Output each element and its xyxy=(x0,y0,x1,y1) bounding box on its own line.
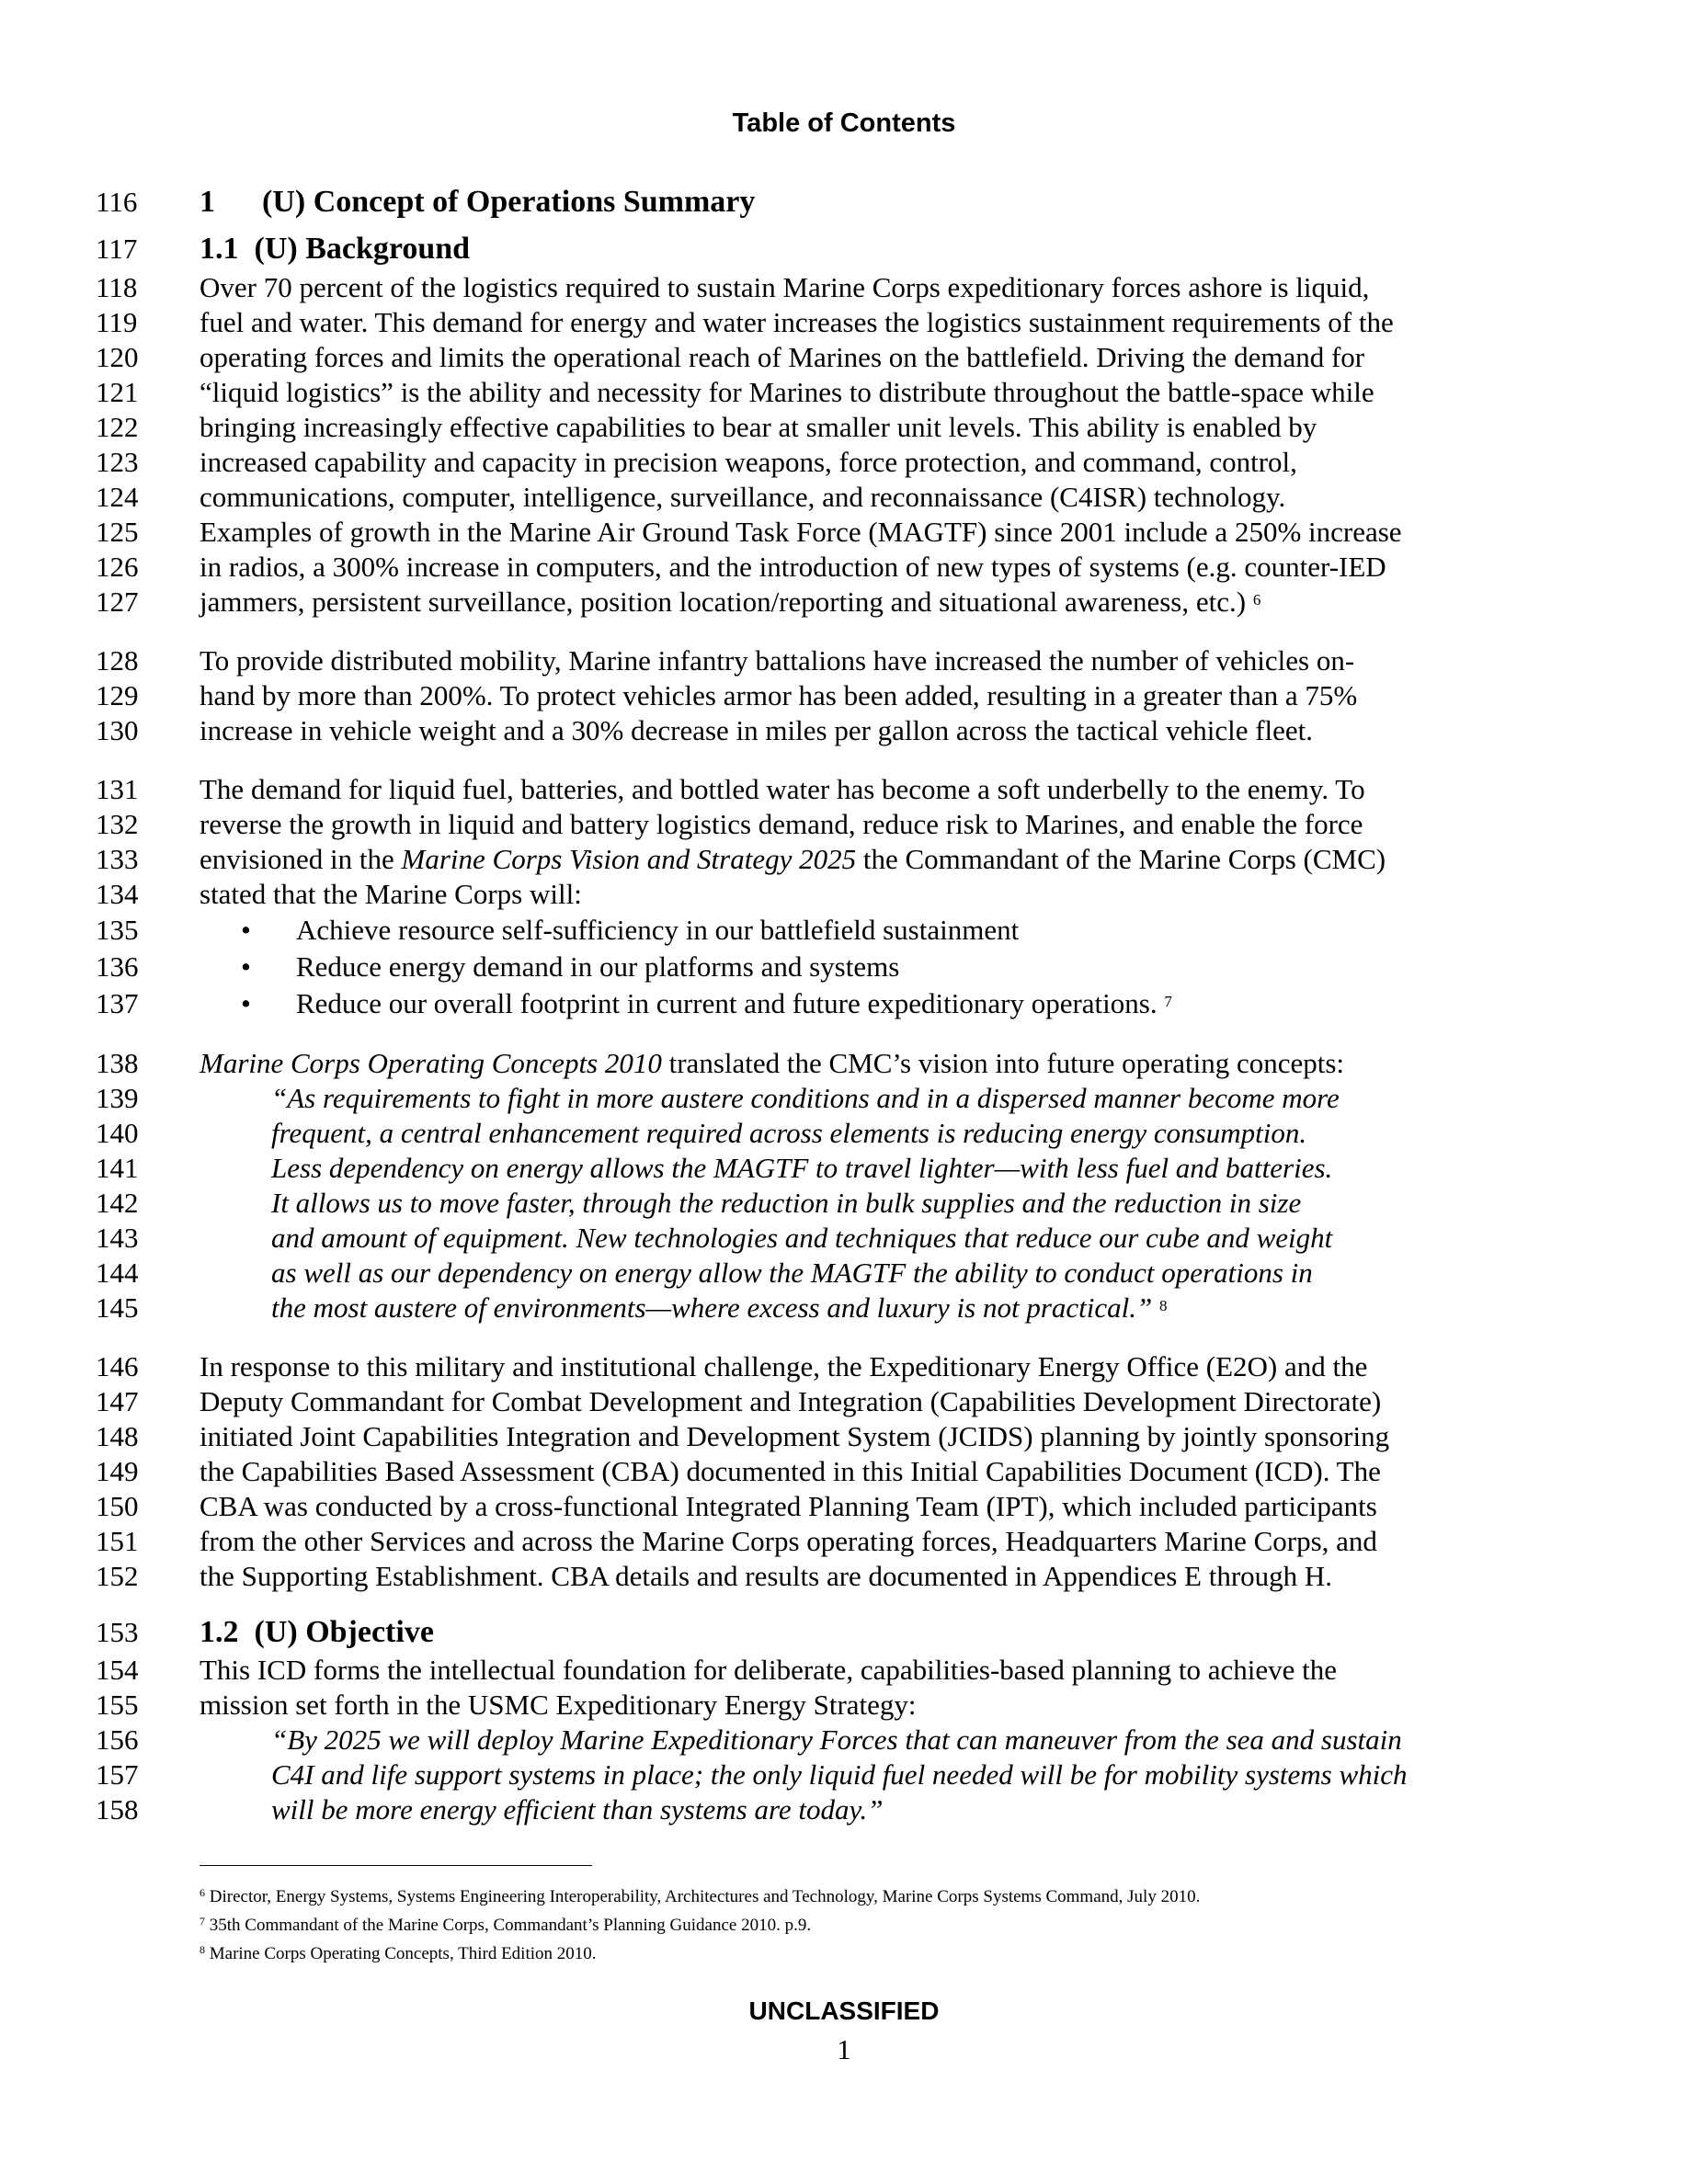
body-text: In response to this military and institutional challenge, the Expeditionary Energy Office (E2O) and the xyxy=(200,1350,1368,1382)
line-number: 124 xyxy=(96,481,139,513)
body-text: the Capabilities Based Assessment (CBA) documented in this Initial Capabilities Document (ICD). The xyxy=(200,1455,1381,1487)
line-number: 135 xyxy=(96,914,139,946)
block-quote: the most austere of environments—where excess and luxury is not practical.” $^8$ xyxy=(271,1291,1168,1324)
body-text: initiated Joint Capabilities Integration and Development System (JCIDS) planning by jointly sponsoring xyxy=(200,1420,1390,1452)
line-number: 128 xyxy=(96,644,139,677)
line-number: 123 xyxy=(96,446,139,478)
line-number: 118 xyxy=(96,271,138,303)
body-text: “liquid logistics” is the ability and necessity for Marines to distribute throughout the battle-space while xyxy=(200,376,1374,408)
body-text: envisioned in the Marine Corps Vision and Strategy 2025 the Commandant of the Marine Corps (CMC) xyxy=(200,843,1386,875)
body-text: fuel and water. This demand for energy and water increases the logistics sustainment requirements of the xyxy=(200,306,1394,338)
line-number: 140 xyxy=(96,1117,139,1149)
line-number: 133 xyxy=(96,843,139,875)
block-quote: Less dependency on energy allows the MAGTF to travel lighter—with less fuel and batteries. xyxy=(271,1152,1333,1184)
body-text: increase in vehicle weight and a 30% decrease in miles per gallon across the tactical vehicle fleet. xyxy=(200,714,1314,746)
block-quote: will be more energy efficient than systems are today.” xyxy=(271,1793,884,1826)
body-text: from the other Services and across the Marine Corps operating forces, Headquarters Marine Corps, and xyxy=(200,1525,1377,1557)
block-quote: and amount of equipment. New technologies and techniques that reduce our cube and weight xyxy=(271,1222,1333,1254)
footnote-ref-8[interactable]: 8 xyxy=(1159,1297,1168,1314)
body-text: operating forces and limits the operational reach of Marines on the battlefield. Driving the demand for xyxy=(200,341,1365,373)
line-number: 132 xyxy=(96,808,139,840)
body-text: bringing increasingly effective capabilities to bear at smaller unit levels. This ability is enabled by xyxy=(200,411,1317,443)
line-number: 130 xyxy=(96,714,139,746)
line-number: 142 xyxy=(96,1187,139,1219)
line-number: 150 xyxy=(96,1490,139,1522)
line-number: 131 xyxy=(96,773,139,805)
block-quote: It allows us to move faster, through the reduction in bulk supplies and the reduction in size xyxy=(271,1187,1302,1219)
bullet-icon: • xyxy=(241,987,251,1019)
classification-marking: UNCLASSIFIED xyxy=(748,1996,940,2025)
bullet-icon: • xyxy=(241,950,251,983)
line-number: 121 xyxy=(96,376,139,408)
footnote-ref-6[interactable]: 6 xyxy=(1252,591,1261,609)
body-text: hand by more than 200%. To protect vehicles armor has been added, resulting in a greater than a 75% xyxy=(200,679,1358,711)
body-text: Marine Corps Operating Concepts 2010 translated the CMC’s vision into future operating concepts: xyxy=(200,1047,1345,1079)
bullet-item: Reduce energy demand in our platforms and systems xyxy=(296,950,900,983)
line-number: 145 xyxy=(96,1291,139,1324)
line-number: 152 xyxy=(96,1560,139,1592)
line-number: 148 xyxy=(96,1420,139,1452)
line-number: 116 xyxy=(96,186,138,218)
line-number: 129 xyxy=(96,679,139,711)
body-text: communications, computer, intelligence, surveillance, and reconnaissance (C4ISR) technology. xyxy=(200,481,1286,513)
body-text: Deputy Commandant for Combat Development and Integration (Capabilities Development Directorate) xyxy=(200,1385,1382,1417)
line-number: 154 xyxy=(96,1654,139,1686)
line-number: 153 xyxy=(96,1616,139,1648)
block-quote: C4I and life support systems in place; the only liquid fuel needed will be for mobility systems which xyxy=(271,1758,1408,1791)
body-text: the Supporting Establishment. CBA details and results are documented in Appendices E through H. xyxy=(200,1560,1333,1592)
line-number: 141 xyxy=(96,1152,139,1184)
line-number: 151 xyxy=(96,1525,139,1557)
footnote-ref-7[interactable]: 7 xyxy=(1164,993,1172,1010)
footnote-8: $^8$ Marine Corps Operating Concepts, Third Edition 2010. xyxy=(200,1943,597,1963)
section-heading-1-1: 1.1 (U) Background xyxy=(200,232,471,266)
page-number: 1 xyxy=(837,2033,851,2065)
body-text: To provide distributed mobility, Marine infantry battalions have increased the number of vehicles on- xyxy=(200,644,1355,677)
publication-title: Marine Corps Operating Concepts 2010 xyxy=(200,1047,662,1079)
publication-title: Marine Corps Vision and Strategy 2025 xyxy=(401,843,857,875)
body-text: increased capability and capacity in precision weapons, force protection, and command, control, xyxy=(200,446,1297,478)
line-number: 155 xyxy=(96,1689,139,1721)
bullet-item: Reduce our overall footprint in current and future expeditionary operations. $^7$ xyxy=(296,987,1172,1019)
line-number: 138 xyxy=(96,1047,139,1079)
line-number: 134 xyxy=(96,878,139,910)
section-heading-1-2: 1.2 (U) Objective xyxy=(200,1615,434,1649)
body-text: stated that the Marine Corps will: xyxy=(200,878,582,910)
line-number: 136 xyxy=(96,950,139,983)
line-number: 147 xyxy=(96,1385,139,1417)
line-number: 156 xyxy=(96,1723,139,1756)
body-text: The demand for liquid fuel, batteries, and bottled water has become a soft underbelly to the enemy. To xyxy=(200,773,1365,805)
line-number: 122 xyxy=(96,411,139,443)
line-number: 143 xyxy=(96,1222,139,1254)
body-text: jammers, persistent surveillance, position location/reporting and situational awareness, etc.) $^6$ xyxy=(200,586,1261,618)
line-number: 139 xyxy=(96,1082,139,1114)
line-number: 149 xyxy=(96,1455,139,1487)
footnote-6: $^6$ Director, Energy Systems, Systems Engineering Interoperability, Architectures and Technology, Marine Corps Systems Command, July 2010. xyxy=(200,1886,1201,1906)
block-quote: frequent, a central enhancement required across elements is reducing energy consumption. xyxy=(271,1117,1307,1149)
line-number: 127 xyxy=(96,586,139,618)
bullet-item: Achieve resource self-sufficiency in our battlefield sustainment xyxy=(296,914,1020,946)
page-header-title: Table of Contents xyxy=(732,108,956,138)
line-number: 125 xyxy=(96,516,139,548)
block-quote: “By 2025 we will deploy Marine Expeditionary Forces that can maneuver from the sea and sustain xyxy=(271,1723,1402,1756)
body-text: mission set forth in the USMC Expeditionary Energy Strategy: xyxy=(200,1689,917,1721)
line-number: 137 xyxy=(96,987,139,1019)
block-quote: as well as our dependency on energy allow the MAGTF the ability to conduct operations in xyxy=(271,1257,1313,1289)
line-number: 144 xyxy=(96,1257,139,1289)
line-number: 158 xyxy=(96,1793,139,1826)
body-text: Over 70 percent of the logistics required to sustain Marine Corps expeditionary forces ashore is liquid, xyxy=(200,271,1370,303)
footnote-separator xyxy=(200,1865,592,1866)
footnote-7: $^7$ 35th Commandant of the Marine Corps, Commandant’s Planning Guidance 2010. p.9. xyxy=(200,1915,812,1935)
bullet-icon: • xyxy=(241,914,251,946)
line-number: 120 xyxy=(96,341,139,373)
line-number: 126 xyxy=(96,551,139,583)
body-text: This ICD forms the intellectual foundation for deliberate, capabilities-based planning to achieve the xyxy=(200,1654,1338,1686)
line-number: 119 xyxy=(96,306,138,338)
body-text: reverse the growth in liquid and battery logistics demand, reduce risk to Marines, and enable the force xyxy=(200,808,1363,840)
section-heading-1: 1 (U) Concept of Operations Summary xyxy=(200,185,756,219)
line-number: 117 xyxy=(96,233,138,265)
line-number: 157 xyxy=(96,1758,139,1791)
block-quote: “As requirements to fight in more austere conditions and in a dispersed manner become more xyxy=(271,1082,1340,1114)
line-number: 146 xyxy=(96,1350,139,1382)
body-text: CBA was conducted by a cross-functional Integrated Planning Team (IPT), which included participants xyxy=(200,1490,1377,1522)
body-text: in radios, a 300% increase in computers, and the introduction of new types of systems (e.g. counter-IED xyxy=(200,551,1386,583)
body-text: Examples of growth in the Marine Air Ground Task Force (MAGTF) since 2001 include a 250% increase xyxy=(200,516,1402,548)
